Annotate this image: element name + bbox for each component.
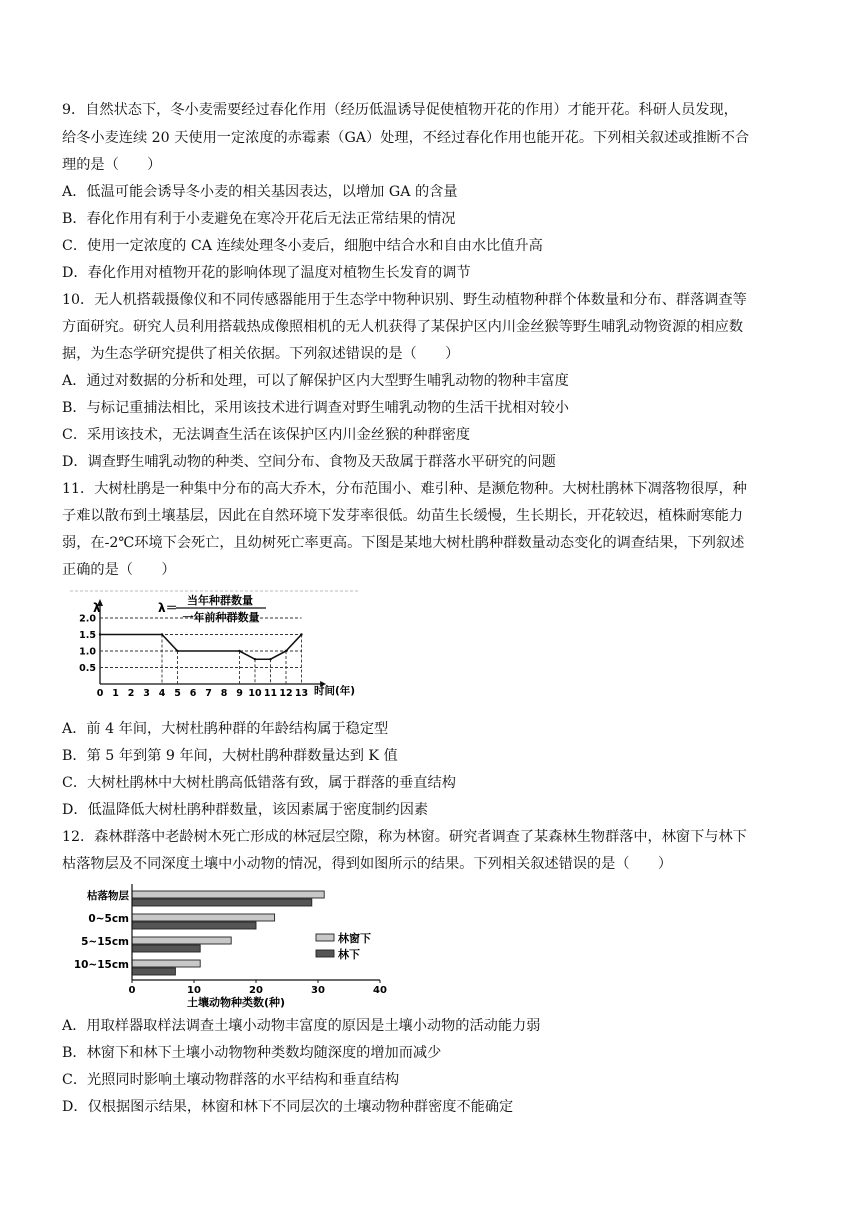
x-tick-label: 13 bbox=[294, 688, 309, 699]
q12-stem-line-1: 12．森林群落中老龄树木死亡形成的林冠层空隙，称为林窗。研究者调查了某森林生物群落中，林窗下与林下 bbox=[62, 829, 747, 845]
lambda-point bbox=[254, 658, 256, 660]
q11-option-b[interactable]: B．第 5 年到第 9 年间，大树杜鹃种群数量达到 K 值 bbox=[62, 748, 398, 764]
lambda-line-chart bbox=[70, 588, 360, 704]
lambda-point bbox=[285, 650, 287, 652]
y-tick-label: 0.5 bbox=[79, 663, 96, 674]
q9-stem-line-3: 理的是（ ） bbox=[62, 157, 162, 173]
q11-option-c[interactable]: C．大树杜鹃林中大树杜鹃高低错落有致，属于群落的垂直结构 bbox=[62, 775, 456, 791]
bar-linchuang bbox=[132, 891, 324, 898]
soil-animal-bar-chart bbox=[72, 880, 387, 1009]
lambda-point bbox=[300, 633, 302, 635]
bar-linchuang bbox=[132, 960, 200, 967]
formula-denominator: 一年前种群数量 bbox=[182, 611, 260, 624]
x-tick-label: 20 bbox=[249, 985, 263, 996]
x-tick-label: 2 bbox=[127, 688, 135, 699]
x-tick-label: 12 bbox=[279, 688, 293, 699]
x-tick-label: 40 bbox=[373, 985, 387, 996]
q9-option-c[interactable]: C．使用一定浓度的 CA 连续处理冬小麦后，细胞中结合水和自由水比值升高 bbox=[62, 238, 543, 254]
category-label: 0~5cm bbox=[88, 913, 129, 925]
lambda-point bbox=[99, 633, 101, 635]
legend-swatch bbox=[316, 950, 334, 957]
q10-option-a[interactable]: A．通过对数据的分析和处理，可以了解保护区内大型野生哺乳动物的物种丰富度 bbox=[62, 373, 569, 389]
q10-stem-line-2: 方面研究。研究人员利用搭载热成像照相机的无人机获得了某保护区内川金丝猴等野生哺乳动物资源的相应数 bbox=[62, 319, 744, 335]
q9-option-b[interactable]: B．春化作用有利于小麦避免在寒冷开花后无法正常结果的情况 bbox=[62, 211, 456, 227]
bar-linxia bbox=[132, 968, 175, 975]
q11-stem-line-2: 子难以散布到土壤基层，因此在自然环境下发芽率很低。幼苗生长缓慢，生长期长，开花较迟，植株耐寒能力 bbox=[62, 508, 744, 524]
y-tick-label: 1.5 bbox=[79, 630, 96, 641]
q11-option-d[interactable]: D．低温降低大树杜鹃种群数量，该因素属于密度制约因素 bbox=[62, 802, 429, 818]
bar-linxia bbox=[132, 945, 200, 952]
x-tick-label: 8 bbox=[220, 688, 228, 699]
category-label: 5~15cm bbox=[81, 936, 129, 948]
legend-label: 林下 bbox=[338, 948, 360, 961]
soil-chart-svg bbox=[72, 880, 387, 1009]
q11-stem-line-1: 11．大树杜鹃是一种集中分布的高大乔木，分布范围小、难引种、是濒危物种。大树杜鹃林下凋落物很厚，种 bbox=[62, 481, 747, 497]
x-tick-label: 6 bbox=[189, 688, 197, 699]
q11-stem-line-4: 正确的是（ ） bbox=[62, 562, 176, 578]
q10-stem-line-3: 据，为生态学研究提供了相关依据。下列叙述错误的是（ ） bbox=[62, 346, 460, 362]
legend-swatch bbox=[316, 934, 334, 941]
x-tick-label: 0 bbox=[128, 985, 136, 996]
q12-option-d[interactable]: D．仅根据图示结果，林窗和林下不同层次的土壤动物种群密度不能确定 bbox=[62, 1099, 514, 1115]
lambda-point bbox=[269, 658, 271, 660]
lambda-point bbox=[176, 650, 178, 652]
q12-stem-line-2: 枯落物层及不同深度土壤中小动物的情况，得到如图所示的结果。下列相关叙述错误的是（ ） bbox=[62, 856, 673, 872]
q11-option-a[interactable]: A．前 4 年间，大树杜鹃种群的年龄结构属于稳定型 bbox=[62, 721, 389, 737]
q11-stem-line-3: 弱，在-2℃环境下会死亡，且幼树死亡率更高。下图是某地大树杜鹃种群数量动态变化的调查结果，下列叙述 bbox=[62, 535, 745, 551]
q12-option-c[interactable]: C．光照同时影响土壤动物群落的水平结构和垂直结构 bbox=[62, 1072, 400, 1088]
legend-label: 林窗下 bbox=[338, 932, 371, 945]
q9-option-a[interactable]: A．低温可能会诱导冬小麦的相关基因表达，以增加 GA 的含量 bbox=[62, 184, 458, 200]
x-tick-label: 9 bbox=[236, 688, 243, 699]
q10-option-c[interactable]: C．采用该技术，无法调查生活在该保护区内川金丝猴的种群密度 bbox=[62, 427, 471, 443]
q10-option-b[interactable]: B．与标记重捕法相比，采用该技术进行调查对野生哺乳动物的生活干扰相对较小 bbox=[62, 400, 569, 416]
category-label: 10~15cm bbox=[73, 959, 129, 971]
q9-stem-line-1: 9．自然状态下，冬小麦需要经过春化作用（经历低温诱导促使植物开花的作用）才能开花。科研人员发现， bbox=[62, 102, 738, 118]
bar-linchuang bbox=[132, 914, 275, 921]
x-tick-label: 1 bbox=[112, 688, 119, 699]
q9-option-d[interactable]: D．春化作用对植物开花的影响体现了温度对植物生长发育的调节 bbox=[62, 265, 471, 281]
y-axis-label: λ bbox=[93, 601, 101, 615]
x-tick-label: 10 bbox=[187, 985, 201, 996]
formula-lhs: λ＝ bbox=[158, 601, 178, 615]
category-label: 枯落物层 bbox=[87, 890, 129, 902]
q10-stem-line-1: 10．无人机搭载摄像仪和不同传感器能用于生态学中物种识别、野生动植物种群个体数量和分布、群落调查等 bbox=[62, 292, 747, 308]
x-axis-label: 时间(年) bbox=[314, 685, 356, 697]
x-tick-label: 0 bbox=[96, 688, 104, 699]
lambda-point bbox=[238, 650, 240, 652]
x-tick-label: 7 bbox=[205, 688, 212, 699]
y-tick-label: 2.0 bbox=[79, 613, 96, 625]
lambda-chart-svg bbox=[70, 588, 360, 704]
q10-option-d[interactable]: D．调查野生哺乳动物的种类、空间分布、食物及天敌属于群落水平研究的问题 bbox=[62, 454, 556, 470]
x-tick-label: 30 bbox=[311, 985, 325, 996]
x-tick-label: 10 bbox=[248, 688, 262, 699]
bar-linxia bbox=[132, 922, 256, 929]
bar-linxia bbox=[132, 899, 312, 906]
x-axis-label: 土壤动物种类数(种) bbox=[186, 996, 286, 1009]
x-tick-label: 5 bbox=[174, 688, 181, 699]
q12-option-a[interactable]: A．用取样器取样法调查土壤小动物丰富度的原因是土壤小动物的活动能力弱 bbox=[62, 1018, 541, 1034]
lambda-point bbox=[161, 633, 163, 635]
x-tick-label: 4 bbox=[158, 688, 166, 699]
x-tick-label: 3 bbox=[143, 688, 150, 699]
formula-numerator: 当年种群数量 bbox=[187, 594, 253, 607]
bar-linchuang bbox=[132, 937, 231, 944]
lambda-series-line bbox=[100, 635, 302, 660]
q12-option-b[interactable]: B．林窗下和林下土壤小动物物种类数均随深度的增加而减少 bbox=[62, 1045, 442, 1061]
q9-stem-line-2: 给冬小麦连续 20 天使用一定浓度的赤霉素（GA）处理，不经过春化作用也能开花。下列相关叙述或推断不合 bbox=[62, 130, 750, 146]
y-tick-label: 1.0 bbox=[79, 646, 96, 658]
x-tick-label: 11 bbox=[263, 688, 278, 699]
